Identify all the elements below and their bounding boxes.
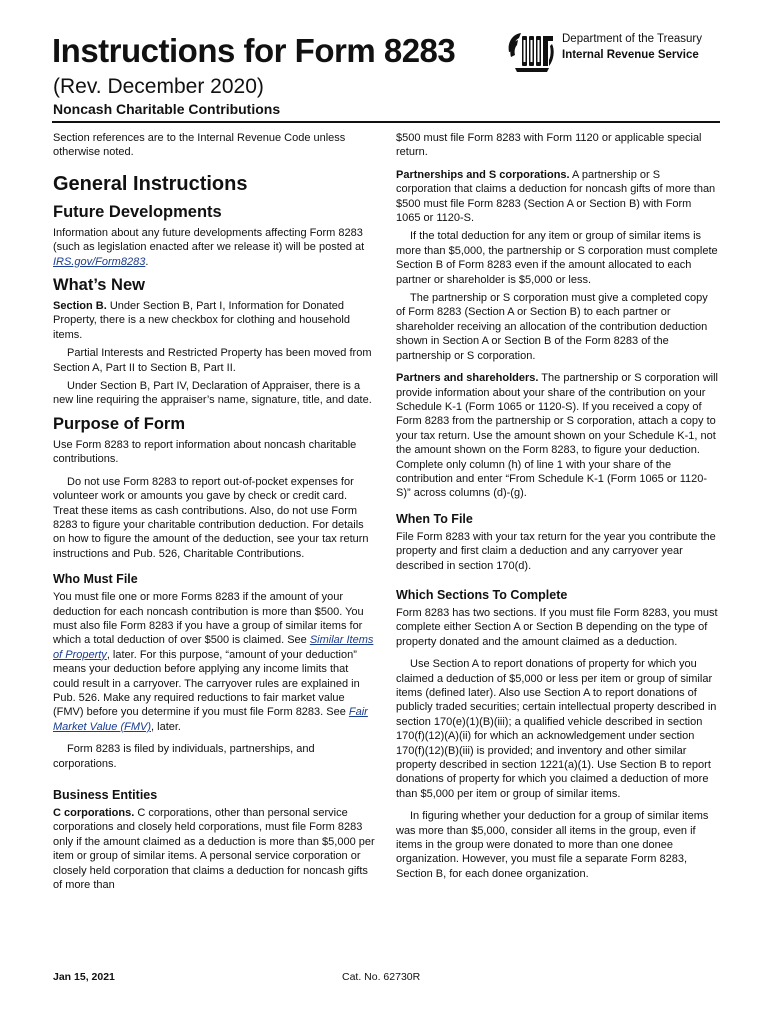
page-title: Instructions for Form 8283 xyxy=(52,32,456,69)
partnerships-lead: Partnerships and S corporations. xyxy=(396,168,570,181)
agency-block xyxy=(505,30,725,74)
who-must-file-p1 xyxy=(53,590,375,734)
general-instructions-heading: General Instructions xyxy=(53,172,248,195)
right-column xyxy=(396,131,718,885)
who-p1b: , later. For this purpose, “amount of your deduction” means your deduction before applying any income limits that could result in a carryover. The carryover rules are explained in Pub. 526. Make any required reductions to fair market value (FMV) before you determine if you must file Form 8283. See xyxy=(53,648,360,719)
purpose-heading: Purpose of Form xyxy=(53,414,186,433)
fair-market-value-link[interactable]: Fair Market Value (FMV) xyxy=(53,706,368,733)
intro-text: Section references are to the Internal Revenue Code unless otherwise noted. xyxy=(53,132,346,159)
when-to-file-text: File Form 8283 with your tax return for the year you contribute the property and first claim a deduction and any carryover year described in section 170(d). xyxy=(396,530,716,572)
which-sections-p1: Form 8283 has two sections. If you must file Form 8283, you must complete either Section A or Section B depending on the type of property donated and the amount claimed as a deduction. xyxy=(396,606,718,648)
partnerships-p1 xyxy=(396,168,718,226)
who-must-file-heading: Who Must File xyxy=(53,572,138,587)
which-sections-p3: In figuring whether your deduction for a group of similar items was more than $5,000, consider all items in the group, even if items in the group were donated to more than one donee organization. However, you must file a separate Form 8283, Section B, for each donee organization. xyxy=(396,810,709,880)
partners-shareholders-text xyxy=(396,371,718,501)
future-end: . xyxy=(145,255,149,268)
partnerships-p3: The partnership or S corporation must give a completed copy of Form 8283 (Section A or Section B) to each partner or shareholder receiving an allocation of the contribution deduction shown in Section A or Section B of the Form 8283 of the partnership or S corporation. xyxy=(396,292,708,362)
which-sections-p2: Use Section A to report donations of property for which you claimed a deduction of $5,000 or less per item or group of similar items (defined later). Also use Section A to report donations of publicly traded securities; certain intellectual property described in section 170(e)(1)(B)(iii); a qualified vehicle described in section 170(f)(12)(A)(ii) for which an acknowledgement under section 170(f)(12)(B)(iii) is provided; and inventory and other similar property described in section 1221(a)(1). Use Section B to report donations of property for which you claimed a deduction of more than $5,000 per item or group of similar items. xyxy=(396,658,717,800)
purpose-p2: Do not use Form 8283 to report out-of-pocket expenses for volunteer work or amounts you gave by check or credit card. Treat these items as cash contributions. Also, do not use Form 8283 to figure your charitable contribution deduction. For details on how to figure the amount of the deduction, see your tax return instructions and Pub. 526, Charitable Contributions. xyxy=(53,475,369,560)
whats-new-p2: Partial Interests and Restricted Property has been moved from Section A, Part II to Section B, Part II. xyxy=(53,347,372,374)
left-column xyxy=(53,131,375,896)
department-name: Department of the Treasury xyxy=(562,33,702,45)
footer-date: Jan 15, 2021 xyxy=(53,971,115,983)
irs-eagle-logo-icon xyxy=(505,30,557,74)
future-developments-heading: Future Developments xyxy=(53,202,222,221)
whats-new-p1-text: Under Section B, Part I, Information for Donated Property, there is a new checkbox for clothing and household items. xyxy=(53,300,350,341)
footer-catalog-number: Cat. No. 62730R xyxy=(342,971,421,983)
c-corporations-text xyxy=(53,806,375,892)
whats-new-heading: What’s New xyxy=(53,276,145,295)
c-corporations-body: C corporations, other than personal service corporations and closely held corporations, must file Form 8283 only if the amount claimed as a deduction is more than $5,000 per item or group of similar items. A personal service corporation or closely held corporation that claims a deduction for noncash gifts of more than xyxy=(53,807,375,892)
future-text: Information about any future developments affecting Form 8283 (such as legislation enacted after we release it) will be posted at xyxy=(53,226,365,254)
partnerships-body: A partnership or S corporation that claims a deduction for noncash gifts of more than $500 must file Form 8283 (Section A or Section B) with Form 1065 or 1120-S. xyxy=(396,168,716,225)
similar-items-link[interactable]: Similar Items of Property xyxy=(53,634,374,661)
continued-text: $500 must file Form 8283 with Form 1120 or applicable special return. xyxy=(396,132,702,159)
c-corporations-lead: C corporations. xyxy=(53,807,135,819)
purpose-p1: Use Form 8283 to report information about noncash charitable contributions. xyxy=(53,438,357,466)
whats-new-p1 xyxy=(53,299,375,342)
section-b-lead: Section B. xyxy=(53,300,107,313)
partners-body: The partnership or S corporation will provide information about your share of the contribution on your Schedule K-1 (Form 1065 or 1120-S). If you received a copy of Form 8283 from the partnership or S corporation, attach a copy to your tax return. Use the amount shown on your Schedule K-1, not the amount shown on the Form 8283, to figure your deduction. Complete only column (h) of line 1 with your share of the contribution and enter “From Schedule K-1 (Form 1065 or 1120-S)” across columns (d)-(g). xyxy=(396,372,719,500)
when-to-file-heading: When To File xyxy=(396,511,473,526)
who-p1c: , later. xyxy=(151,720,181,733)
which-sections-heading: Which Sections To Complete xyxy=(396,587,568,602)
who-p1a: You must file one or more Forms 8283 if the amount of your deduction for each noncash contribution is more than $500. You must also file Form 8283 if you have a group of similar items for which a total deduction of over $500 is claimed. See xyxy=(53,591,364,647)
future-developments-text xyxy=(53,226,375,269)
header-rule xyxy=(52,121,720,123)
who-must-file-p2: Form 8283 is filed by individuals, partnerships, and corporations. xyxy=(53,743,315,770)
revision-date: (Rev. December 2020) xyxy=(53,75,264,98)
agency-name: Internal Revenue Service xyxy=(562,49,699,61)
page-subtitle: Noncash Charitable Contributions xyxy=(53,101,281,117)
irs-form-link[interactable]: IRS.gov/Form8283 xyxy=(53,255,146,268)
whats-new-p3: Under Section B, Part IV, Declaration of Appraiser, there is a new line requiring the appraiser’s name, signature, title, and date. xyxy=(53,380,372,407)
partnerships-p2: If the total deduction for any item or group of similar items is more than $5,000, the partnership or S corporation must complete Section B of Form 8283 even if the amount allocated to each partner or shareholder is $5,000 or less. xyxy=(396,230,718,286)
business-entities-heading: Business Entities xyxy=(53,788,158,802)
partners-lead: Partners and shareholders. xyxy=(396,372,539,385)
